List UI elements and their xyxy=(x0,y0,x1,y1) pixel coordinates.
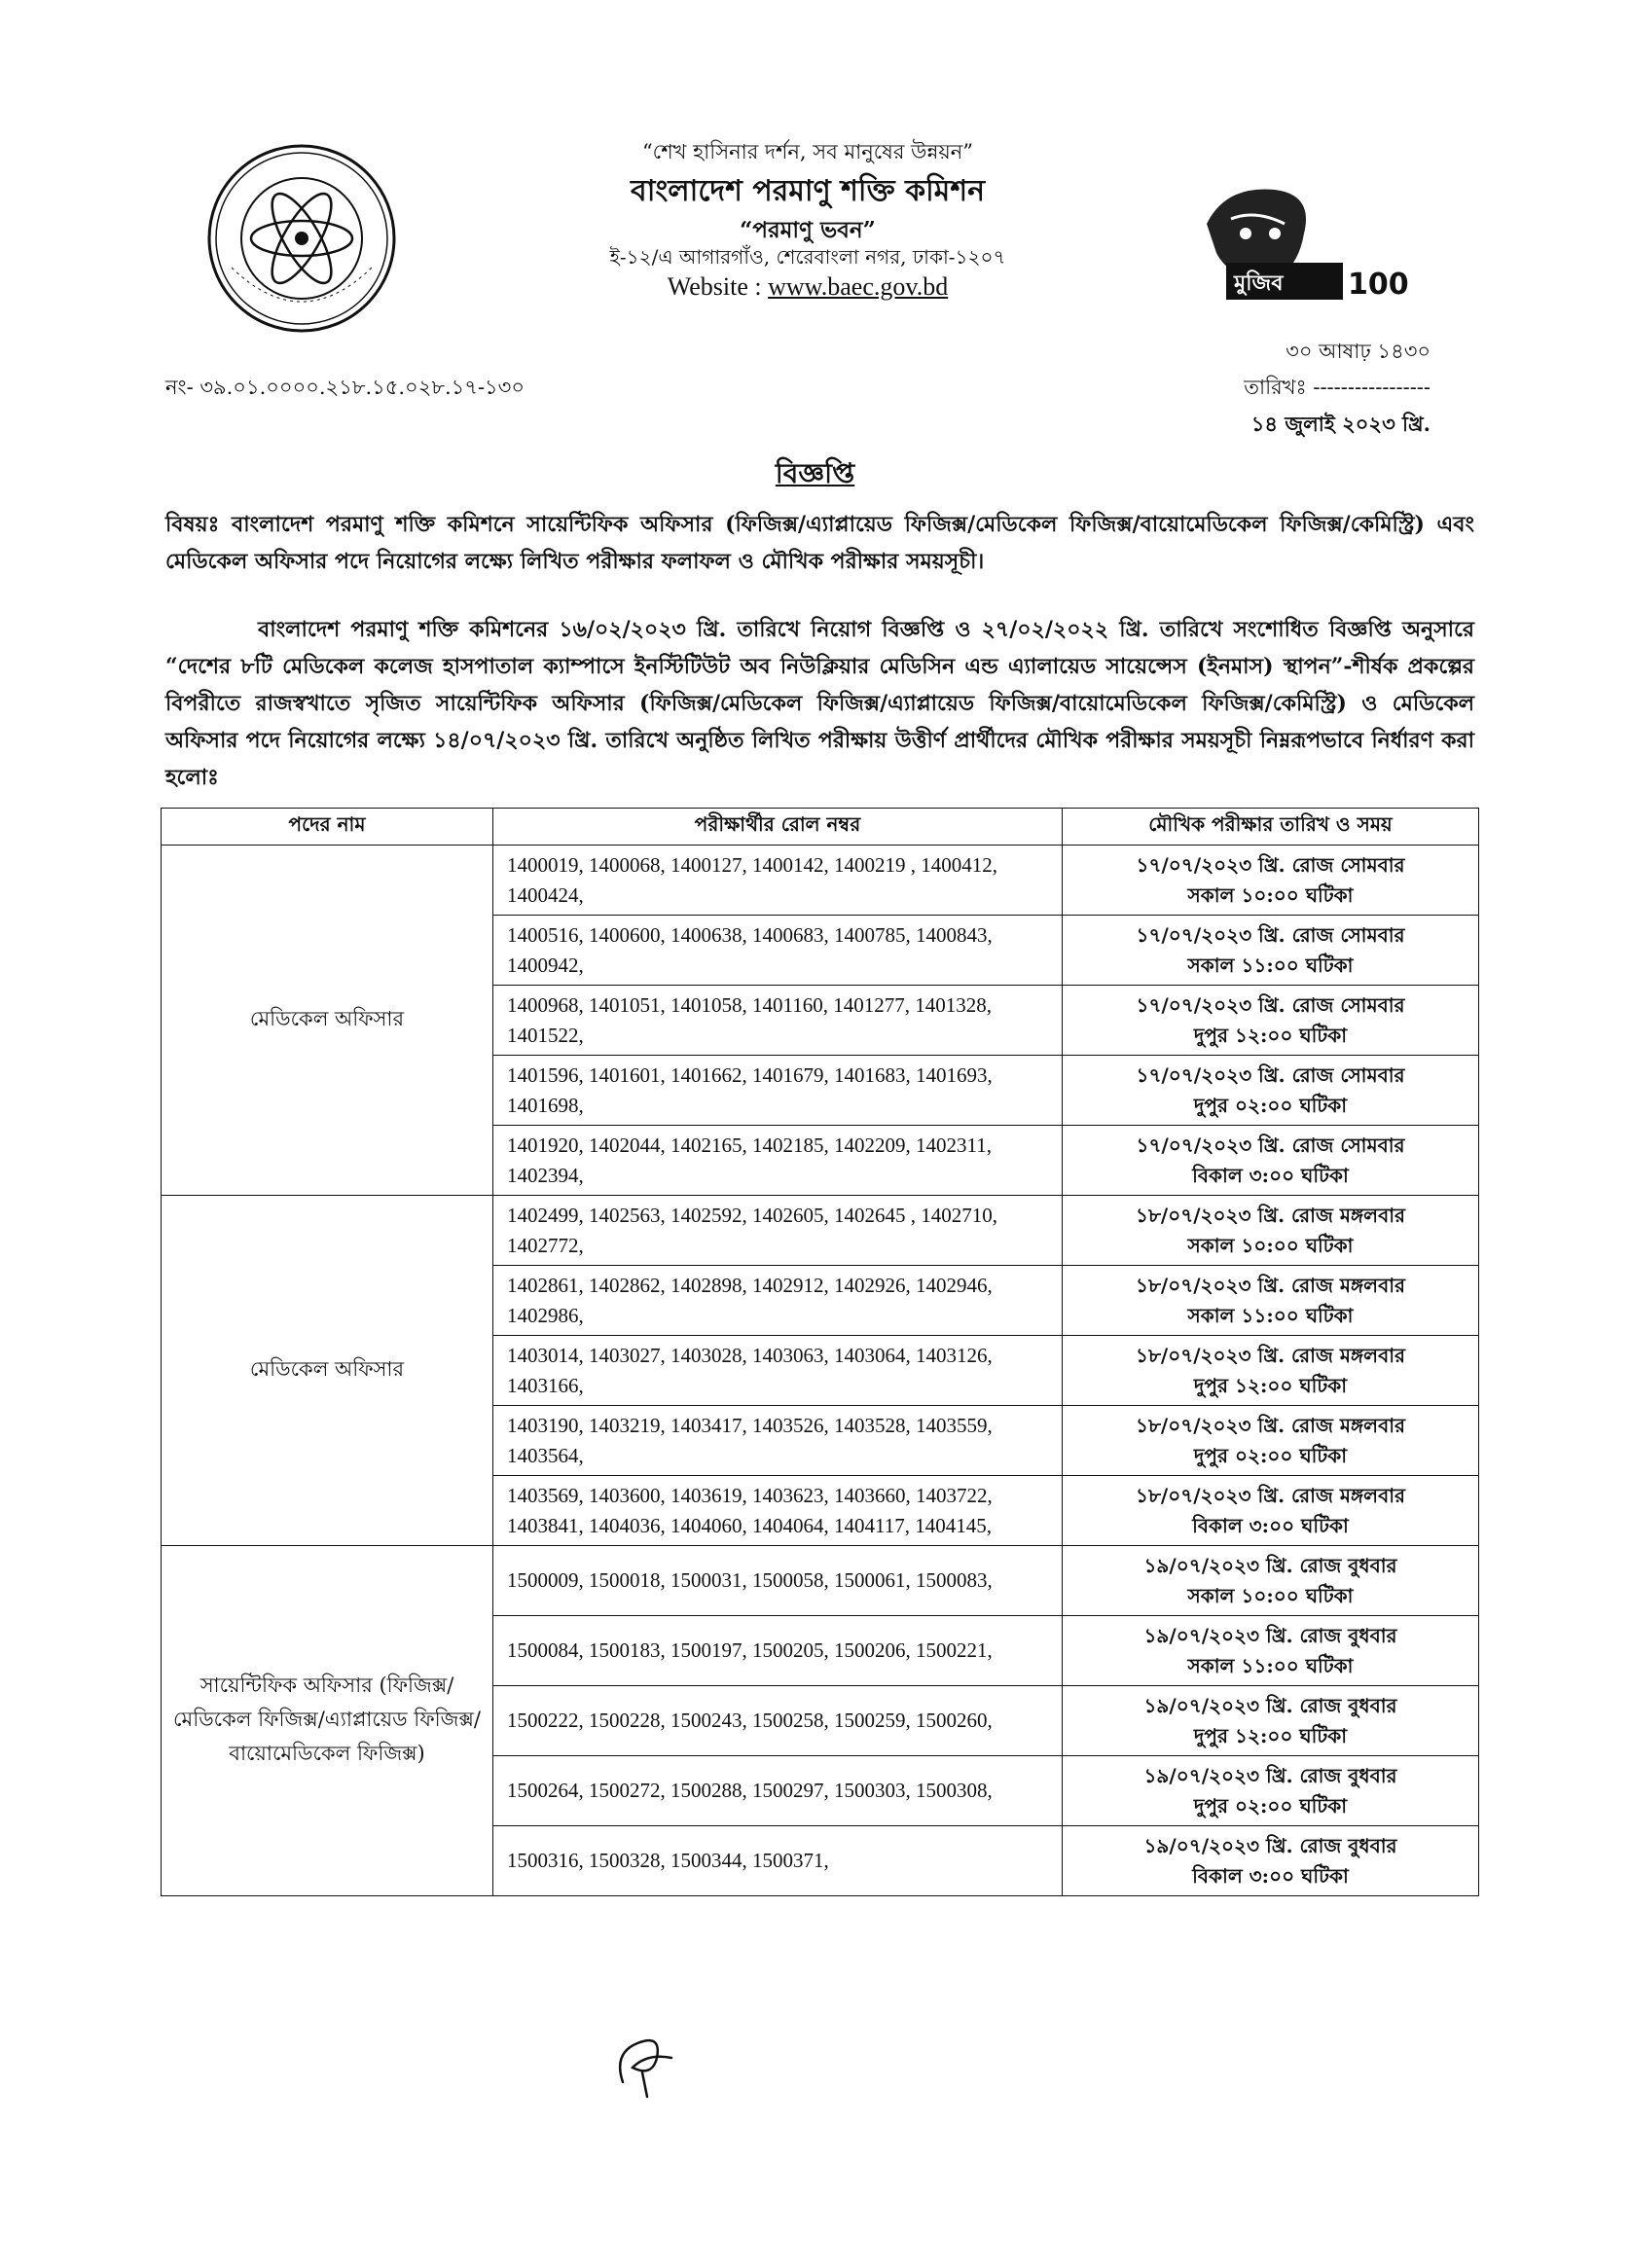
schedule-date: ১৮/০৭/২০২৩ খ্রি. রোজ মঙ্গলবার xyxy=(1135,1203,1406,1227)
schedule-cell xyxy=(1063,1616,1479,1686)
schedule-cell xyxy=(1063,1126,1479,1196)
date-bangla: ৩০ আষাঢ় ১৪৩০ xyxy=(1286,340,1431,363)
schedule-time: দুপুর ০২:০০ ঘটিকা xyxy=(1193,1793,1348,1818)
baec-logo-icon xyxy=(204,141,399,336)
organization-name: বাংলাদেশ পরমাণু শক্তি কমিশন xyxy=(631,174,985,208)
schedule-cell xyxy=(1063,1756,1479,1826)
schedule-date: ১৯/০৭/২০২৩ খ্রি. রোজ বুধবার xyxy=(1143,1553,1397,1577)
table-row xyxy=(162,1196,1479,1266)
roll-numbers-cell: 1403569, 1403600, 1403619, 1403623, 1403660, 1403722, 1403841, 1404036, 1404060, 1404064, 1404117, 1404145, xyxy=(493,1476,1063,1546)
body-paragraph: বাংলাদেশ পরমাণু শক্তি কমিশনের ১৬/০২/২০২৩ খ্রি. তারিখে নিয়োগ বিজ্ঞপ্তি ও ২৭/০২/২০২২ খ্রি. তারিখে সংশোধিত বিজ্ঞপ্তি অনুসারে “দেশের ৮টি মেডিকেল কলেজ হাসপাতাল ক্যাম্পাসে ইনস্টিটিউট অব নিউক্লিয়ার মেডিসিন এন্ড এ্যালায়েড সায়েন্সেস (ইনমাস) স্থাপন”-শীর্ষক প্রকল্পের বিপরীতে রাজস্বখাতে সৃজিত সায়েন্টিফিক অফিসার (ফিজিক্স/মেডিকেল ফিজিক্স/এ্যাপ্লায়েড ফিজিক্স/বায়োমেডিকেল ফিজিক্স/কেমিস্ট্রি) ও মেডিকেল অফিসার পদে নিয়োগের লক্ষ্যে ১৪/০৭/২০২৩ খ্রি. তারিখে অনুষ্ঠিত লিখিত পরীক্ষায় উত্তীর্ণ প্রার্থীদের মৌখিক পরীক্ষার সময়সূচী নিম্নরূপভাবে নির্ধারণ করা হলোঃ xyxy=(165,617,1474,790)
schedule-cell xyxy=(1063,986,1479,1056)
roll-numbers-cell: 1403014, 1403027, 1403028, 1403063, 1403064, 1403126, 1403166, xyxy=(493,1336,1063,1406)
header-post: পদের নাম xyxy=(162,809,493,846)
schedule-date: ১৮/০৭/২০২৩ খ্রি. রোজ মঙ্গলবার xyxy=(1135,1413,1406,1437)
schedule-cell xyxy=(1063,1056,1479,1126)
table-row xyxy=(162,1546,1479,1616)
website-label: Website : xyxy=(667,272,769,301)
schedule-cell xyxy=(1063,1686,1479,1756)
schedule-date: ১৮/০৭/২০২৩ খ্রি. রোজ মঙ্গলবার xyxy=(1135,1273,1406,1297)
schedule-time: দুপুর ১২:০০ ঘটিকা xyxy=(1193,1373,1348,1397)
notice-title xyxy=(0,452,1630,498)
schedule-cell xyxy=(1063,1546,1479,1616)
table-row xyxy=(162,846,1479,916)
roll-numbers-cell: 1401920, 1402044, 1402165, 1402185, 1402209, 1402311, 1402394, xyxy=(493,1126,1063,1196)
website-link[interactable]: www.baec.gov.bd xyxy=(768,272,949,301)
roll-numbers-cell: 1400968, 1401051, 1401058, 1401160, 1401277, 1401328, 1401522, xyxy=(493,986,1063,1056)
schedule-time: সকাল ১০:০০ ঘটিকা xyxy=(1187,1233,1354,1257)
schedule-date: ১৯/০৭/২০২৩ খ্রি. রোজ বুধবার xyxy=(1143,1763,1397,1787)
schedule-time: বিকাল ৩:০০ ঘটিকা xyxy=(1192,1863,1349,1888)
schedule-date: ১৮/০৭/২০২৩ খ্রি. রোজ মঙ্গলবার xyxy=(1135,1343,1406,1367)
schedule-time: দুপুর ০২:০০ ঘটিকা xyxy=(1193,1093,1348,1117)
motto-text: “শেখ হাসিনার দর্শন, সব মানুষের উন্নয়ন” xyxy=(641,140,974,163)
roll-numbers-cell: 1500264, 1500272, 1500288, 1500297, 1500303, 1500308, xyxy=(493,1756,1063,1826)
table-header-row xyxy=(162,809,1479,846)
schedule-cell xyxy=(1063,846,1479,916)
schedule-time: দুপুর ১২:০০ ঘটিকা xyxy=(1193,1023,1348,1047)
roll-numbers-cell: 1402861, 1402862, 1402898, 1402912, 1402926, 1402946, 1402986, xyxy=(493,1266,1063,1336)
roll-numbers-cell: 1500084, 1500183, 1500197, 1500205, 1500206, 1500221, xyxy=(493,1616,1063,1686)
mujib-100-logo-icon xyxy=(1187,165,1431,311)
schedule-time: সকাল ১০:০০ ঘটিকা xyxy=(1187,882,1354,907)
schedule-date: ১৮/০৭/২০২৩ খ্রি. রোজ মঙ্গলবার xyxy=(1135,1483,1406,1507)
schedule-date: ১৭/০৭/২০২৩ খ্রি. রোজ সোমবার xyxy=(1136,1062,1405,1087)
schedule-date: ১৭/০৭/২০২৩ খ্রি. রোজ সোমবার xyxy=(1136,992,1405,1017)
date-label: তারিখঃ ----------------- xyxy=(1244,376,1431,399)
memo-number: নং- ৩৯.০১.০০০০.২১৮.১৫.০২৮.১৭-১৩০ xyxy=(165,376,525,399)
date-english: ১৪ জুলাই ২০২৩ খ্রি. xyxy=(1250,412,1431,436)
schedule-cell xyxy=(1063,916,1479,986)
schedule-time: সকাল ১০:০০ ঘটিকা xyxy=(1187,1583,1354,1607)
schedule-time: সকাল ১১:০০ ঘটিকা xyxy=(1187,1653,1354,1677)
notice-title-text: বিজ্ঞপ্তি xyxy=(775,457,855,489)
schedule-time: দুপুর ০২:০০ ঘটিকা xyxy=(1193,1443,1348,1467)
subject-text: বিষয়ঃ বাংলাদেশ পরমাণু শক্তি কমিশনে সায়েন্টিফিক অফিসার (ফিজিক্স/এ্যাপ্লায়েড ফিজিক্স/মেডিকেল ফিজিক্স/বায়োমেডিকেল ফিজিক্স/কেমিস্ট্রি) এবং মেডিকেল অফিসার পদে নিয়োগের লক্ষ্যে লিখিত পরীক্ষার ফলাফল ও মৌখিক পরীক্ষার সময়সূচী। xyxy=(165,512,1474,574)
schedule-cell xyxy=(1063,1406,1479,1476)
roll-numbers-cell: 1401596, 1401601, 1401662, 1401679, 1401683, 1401693, 1401698, xyxy=(493,1056,1063,1126)
schedule-date: ১৭/০৭/২০২৩ খ্রি. রোজ সোমবার xyxy=(1136,1133,1405,1157)
schedule-time: সকাল ১১:০০ ঘটিকা xyxy=(1187,953,1354,977)
header-datetime: মৌখিক পরীক্ষার তারিখ ও সময় xyxy=(1063,809,1479,846)
roll-numbers-cell: 1400516, 1400600, 1400638, 1400683, 1400785, 1400843, 1400942, xyxy=(493,916,1063,986)
roll-numbers-cell: 1500222, 1500228, 1500243, 1500258, 1500259, 1500260, xyxy=(493,1686,1063,1756)
header-rolls: পরীক্ষার্থীর রোল নম্বর xyxy=(493,809,1063,846)
roll-numbers-cell: 1500316, 1500328, 1500344, 1500371, xyxy=(493,1826,1063,1896)
schedule-date: ১৭/০৭/২০২৩ খ্রি. রোজ সোমবার xyxy=(1136,852,1405,877)
schedule-time: সকাল ১১:০০ ঘটিকা xyxy=(1187,1303,1354,1327)
roll-numbers-cell: 1402499, 1402563, 1402592, 1402605, 1402645 , 1402710, 1402772, xyxy=(493,1196,1063,1266)
schedule-time: দুপুর ১২:০০ ঘটিকা xyxy=(1193,1723,1348,1747)
schedule-cell xyxy=(1063,1196,1479,1266)
schedule-cell xyxy=(1063,1826,1479,1896)
post-name-cell: সায়েন্টিফিক অফিসার (ফিজিক্স/মেডিকেল ফিজিক্স/এ্যাপ্লায়েড ফিজিক্স/বায়োমেডিকেল ফিজিক্স) xyxy=(162,1546,493,1896)
roll-numbers-cell: 1403190, 1403219, 1403417, 1403526, 1403528, 1403559, 1403564, xyxy=(493,1406,1063,1476)
post-name-cell: মেডিকেল অফিসার xyxy=(162,846,493,1196)
website-line xyxy=(525,272,1090,302)
roll-numbers-cell: 1400019, 1400068, 1400127, 1400142, 1400219 , 1400412, 1400424, xyxy=(493,846,1063,916)
address-text: ই-১২/এ আগারগাঁও, শেরেবাংলা নগর, ঢাকা-১২০৭ xyxy=(609,245,1006,269)
post-name-cell: মেডিকেল অফিসার xyxy=(162,1196,493,1546)
schedule-date: ১৯/০৭/২০২৩ খ্রি. রোজ বুধবার xyxy=(1143,1833,1397,1857)
schedule-cell xyxy=(1063,1336,1479,1406)
svg-text:মুজিব: মুজিব xyxy=(1234,271,1284,296)
schedule-cell xyxy=(1063,1476,1479,1546)
schedule-date: ১৭/০৭/২০২৩ খ্রি. রোজ সোমবার xyxy=(1136,922,1405,947)
roll-numbers-cell: 1500009, 1500018, 1500031, 1500058, 1500061, 1500083, xyxy=(493,1546,1063,1616)
svg-text:100: 100 xyxy=(1348,268,1409,302)
schedule-table xyxy=(161,808,1479,1896)
schedule-cell xyxy=(1063,1266,1479,1336)
building-name: “পরমাণু ভবন” xyxy=(740,217,876,243)
schedule-time: বিকাল ৩:০০ ঘটিকা xyxy=(1192,1163,1349,1187)
schedule-date: ১৯/০৭/২০২৩ খ্রি. রোজ বুধবার xyxy=(1143,1623,1397,1647)
schedule-time: বিকাল ৩:০০ ঘটিকা xyxy=(1192,1513,1349,1537)
signature-mark xyxy=(603,2024,691,2102)
schedule-date: ১৯/০৭/২০২৩ খ্রি. রোজ বুধবার xyxy=(1143,1693,1397,1717)
